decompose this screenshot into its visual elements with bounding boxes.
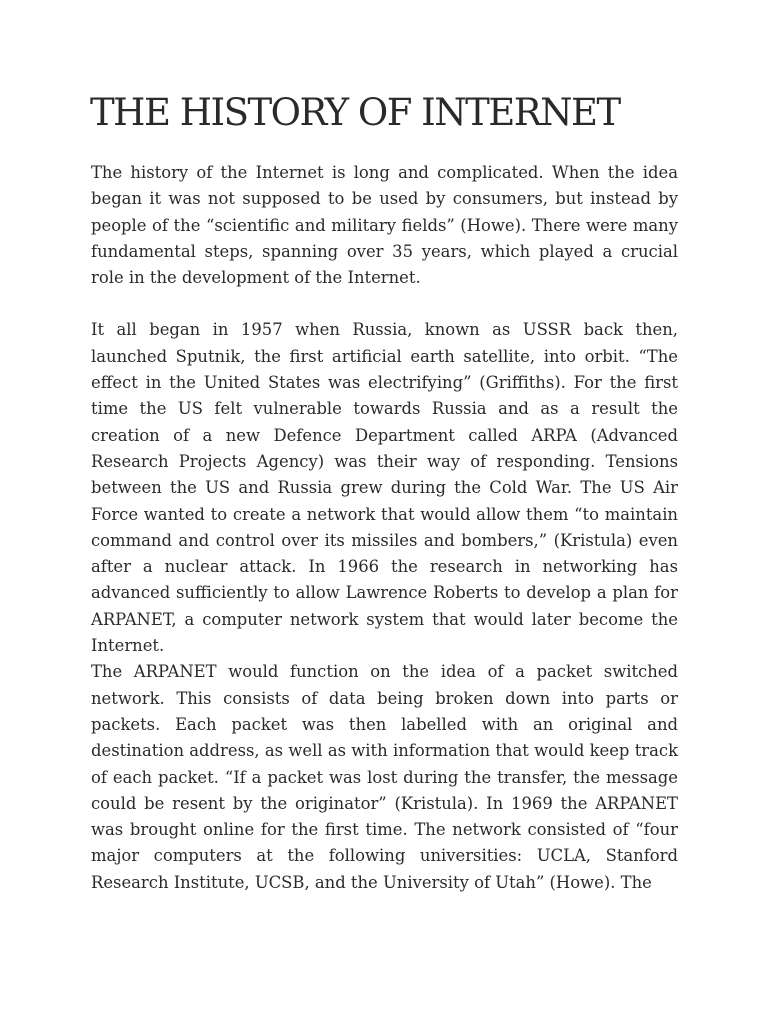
document-body [91, 160, 678, 896]
paragraph-arpanet: The ARPANET would function on the idea of a packet switched network. This consists of data being broken down into parts or packets. Each packet was then labelled with an original and destination address, as well as with information that would keep track of each packet. “If a packet was lost during the transfer, the message could be resent by the originator” (Kristula). In 1969 the ARPANET was brought online for the first time. The network consisted of “four major computers at the following universities: UCLA, Stanford Research Institute, UCSB, and the University of Utah” (Howe). The [91, 662, 678, 892]
paragraph-sputnik-arpa: It all began in 1957 when Russia, known as USSR back then, launched Sputnik, the first artificial earth satellite, into orbit. “The effect in the United States was electrifying” (Griffiths). For the first time the US felt vulnerable towards Russia and as a result the creation of a new Defence Department called ARPA (Advanced Research Projects Agency) was their way of responding. Tensions between the US and Russia grew during the Cold War. The US Air Force wanted to create a network that would allow them “to maintain command and control over its missiles and bombers,” (Kristula) even after a nuclear attack. In 1966 the research in networking has advanced sufficiently to allow Lawrence Roberts to develop a plan for ARPANET, a computer network system that would later become the Internet. [91, 320, 678, 656]
paragraph-intro: The history of the Internet is long and complicated. When the idea began it was not supposed to be used by consumers, but instead by people of the “scientific and military fields” (Howe). There were many fundamental steps, spanning over 35 years, which played a crucial role in the development of the Internet. [91, 163, 678, 288]
document-title: THE HISTORY OF INTERNET [90, 91, 620, 134]
